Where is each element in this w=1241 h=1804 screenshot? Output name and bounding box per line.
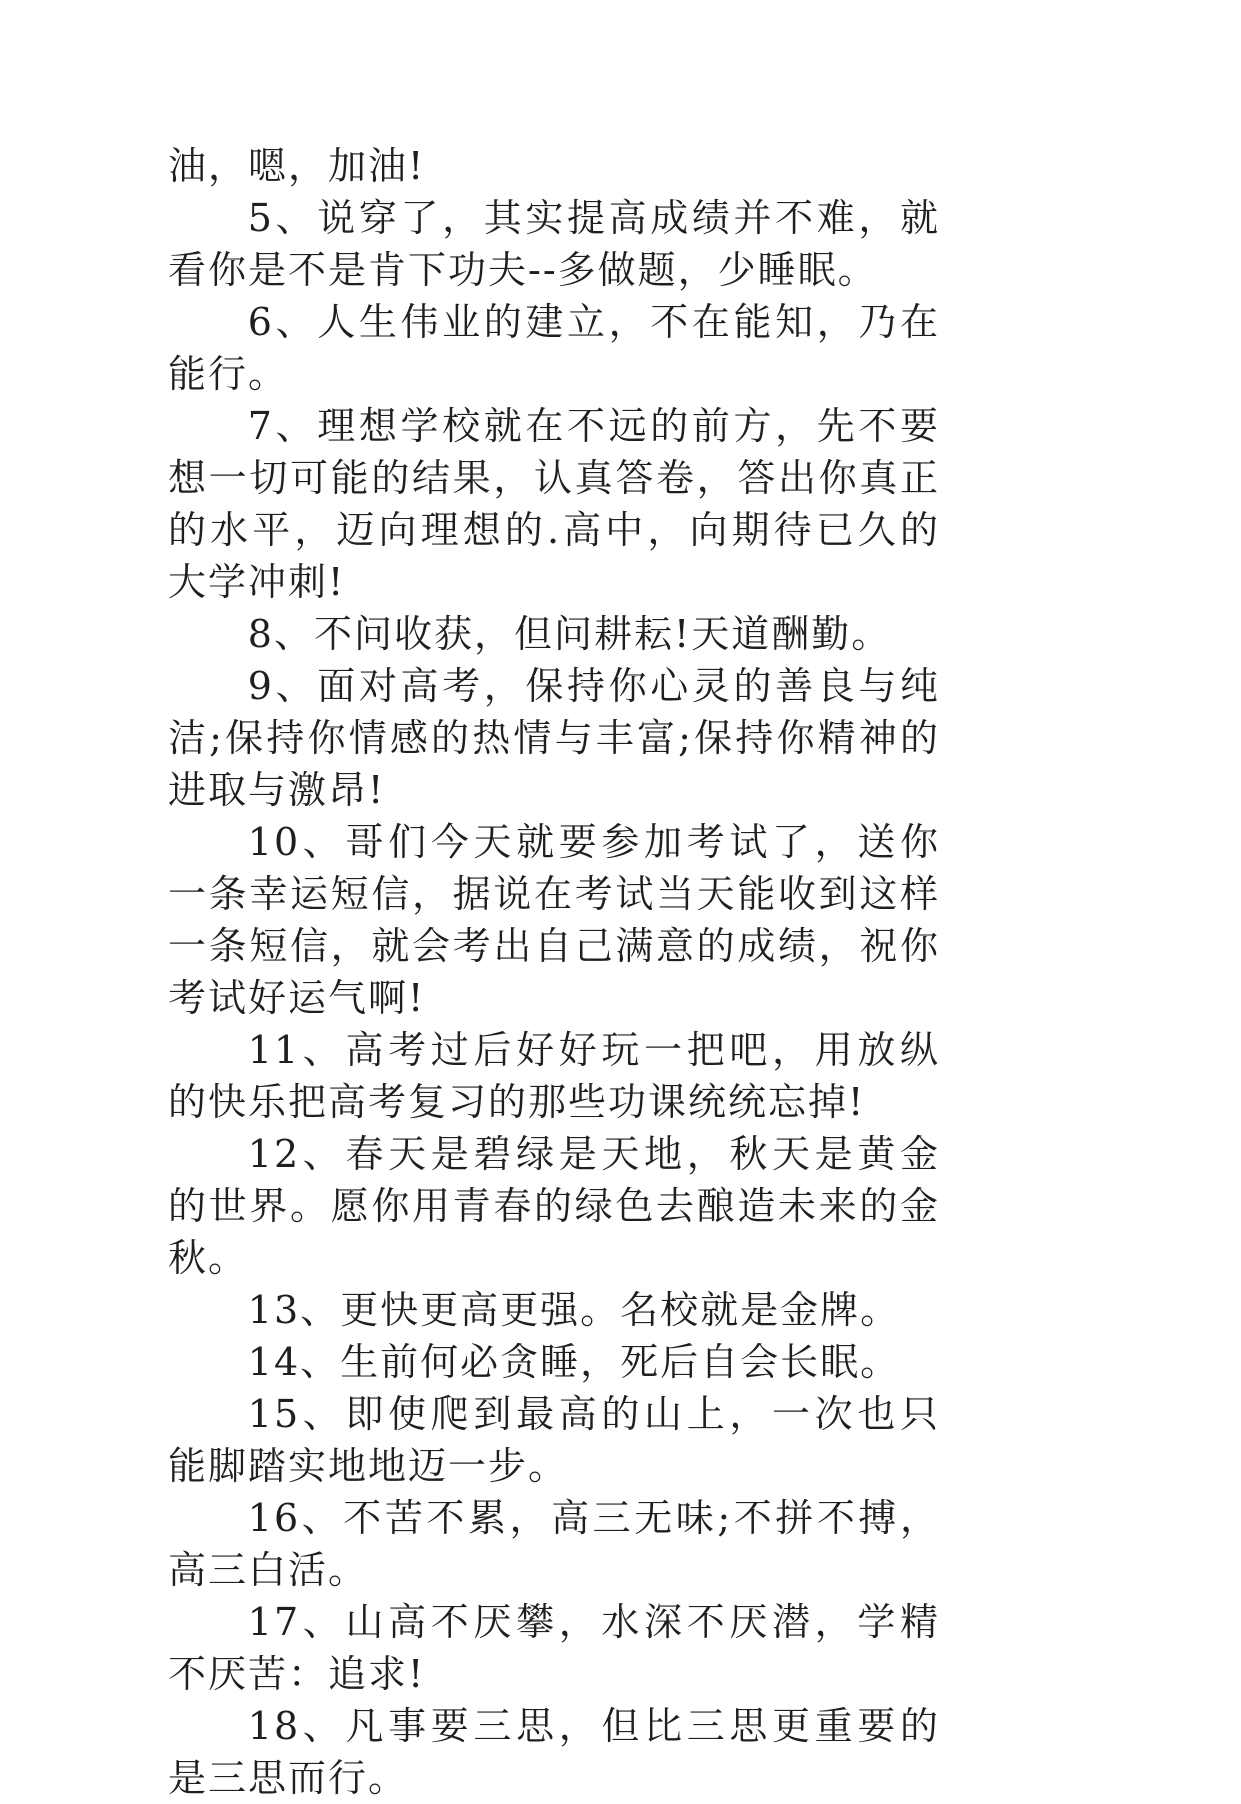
document-page [168, 140, 940, 1804]
paragraph-item-11: 11、高考过后好好玩一把吧，用放纵的快乐把高考复习的那些功课统统忘掉! [168, 1028, 940, 1124]
paragraph-item-8: 8、不问收获，但问耕耘!天道酬勤。 [247, 612, 892, 656]
paragraph-item-15: 15、即使爬到最高的山上，一次也只能脚踏实地地迈一步。 [168, 1392, 940, 1488]
paragraph-item-16: 16、不苦不累，高三无味;不拼不搏，高三白活。 [168, 1496, 940, 1592]
paragraph-item-10: 10、哥们今天就要参加考试了，送你一条幸运短信，据说在考试当天能收到这样一条短信，就会考出自己满意的成绩，祝你考试好运气啊! [168, 820, 940, 1020]
paragraph-item-14: 14、生前何必贪睡，死后自会长眠。 [247, 1340, 901, 1384]
paragraph-item-6: 6、人生伟业的建立，不在能知，乃在能行。 [168, 300, 940, 396]
paragraph-item-5: 5、说穿了，其实提高成绩并不难，就看你是不是肯下功夫--多做题，少睡眠。 [168, 196, 940, 292]
paragraph-item-9: 9、面对高考，保持你心灵的善良与纯洁;保持你情感的热情与丰富;保持你精神的进取与激昂! [168, 664, 940, 812]
paragraph-item-17: 17、山高不厌攀，水深不厌潜，学精不厌苦：追求! [168, 1600, 940, 1696]
paragraph-item-13: 13、更快更高更强。名校就是金牌。 [247, 1288, 901, 1332]
paragraph-item-7: 7、理想学校就在不远的前方，先不要想一切可能的结果，认真答卷，答出你真正的水平，迈向理想的.高中，向期待已久的大学冲刺! [168, 404, 940, 604]
paragraph-item-12: 12、春天是碧绿是天地，秋天是黄金的世界。愿你用青春的绿色去酿造未来的金秋。 [168, 1132, 940, 1280]
paragraph-item-18: 18、凡事要三思，但比三思更重要的是三思而行。 [168, 1704, 940, 1800]
paragraph-continuation: 油，嗯，加油! [168, 144, 426, 188]
